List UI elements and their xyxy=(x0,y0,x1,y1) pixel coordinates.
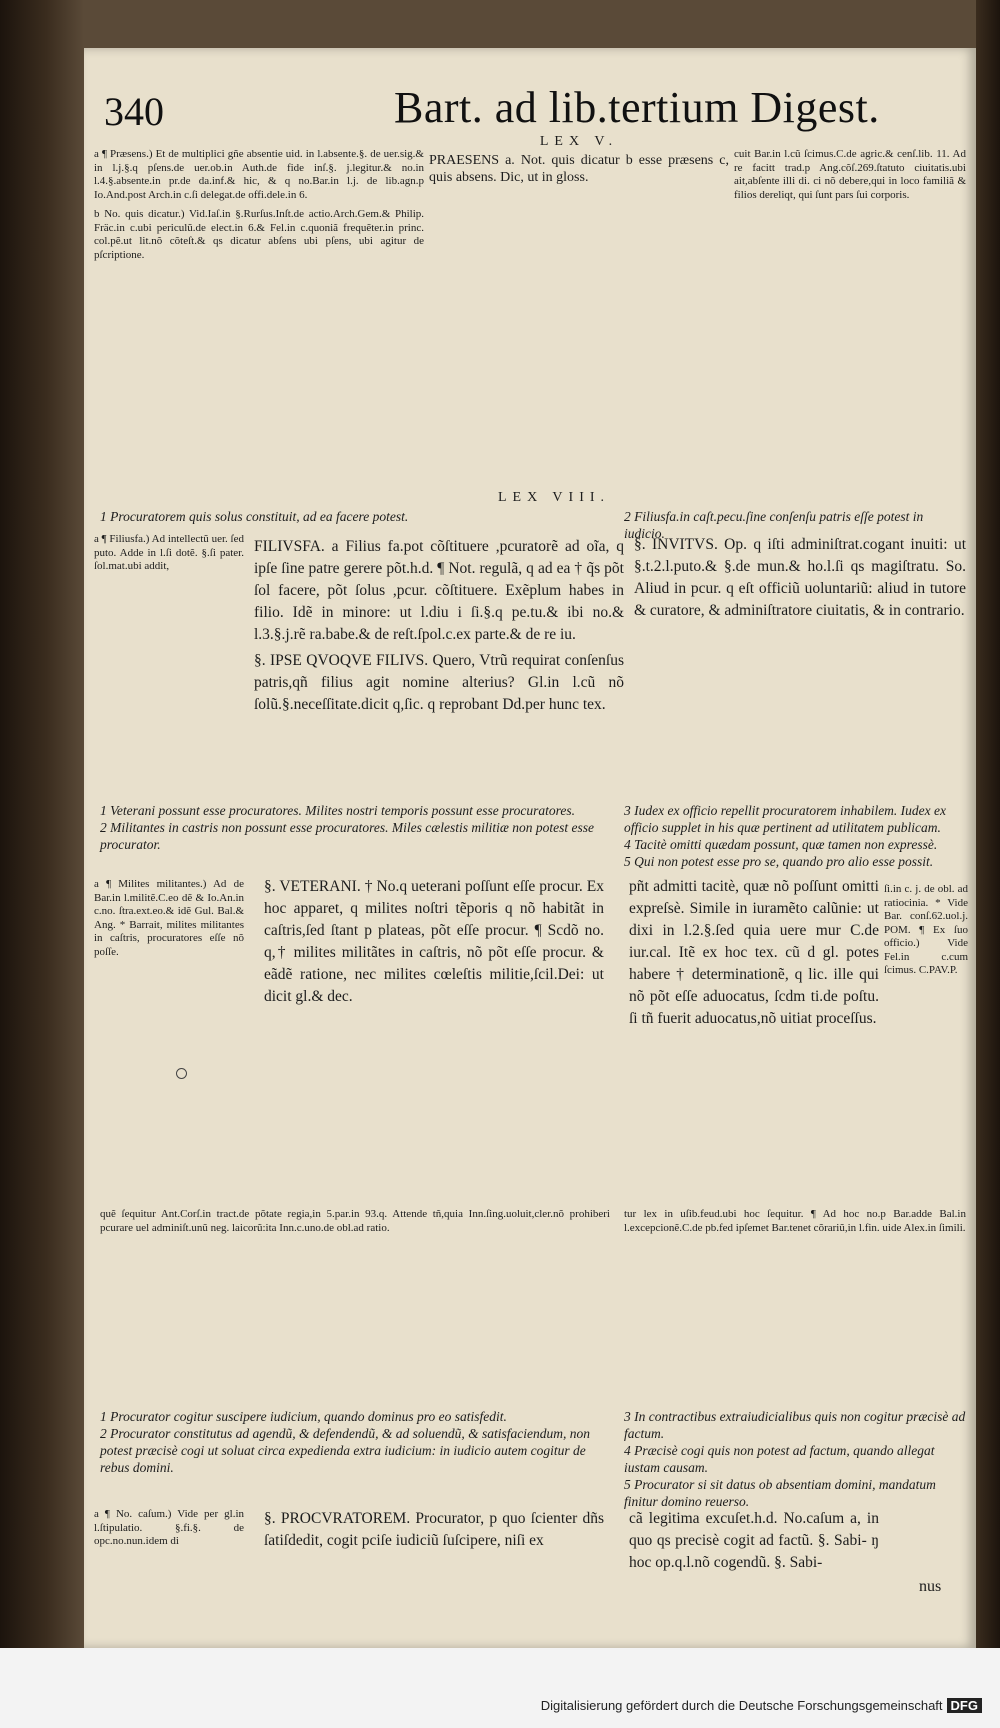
summary-bottom-3: 3 In contractibus extraiudicialibus quis non cogitur præcisè ad factum. xyxy=(624,1409,966,1441)
note-b: b No. quis dicatur.) Vid.Iaſ.in §.Rurſus.Inſt.de actio.Arch.Gem.& Philip. Fräc.in c.ubi periculũ.de elect.in 6.& Fel.in c.quoniã frequẽter.in princ. col.pẽ.ut lit.nõ cõteſt.& qs dicatur abſens ubi pſens, ubi agitur de pſcriptione. xyxy=(94,208,424,261)
summary-mid-2: 2 Militantes in castris non possunt esse procuratores. Miles cælestis militiæ non potest esse procurator. xyxy=(100,820,594,852)
bottom-left-note: a ¶ No. caſum.) Vide per gl.in l.ſtipulatio. §.fi.§. de opc.no.nun.idem di xyxy=(94,1508,244,1547)
pnt-text: pñt admitti tacitè, quæ nõ poſſunt omitti expreſsè. Simile in iuramẽto calũnie: ut dixi in l.2.§.ſed quia uere mur C.de iur.cal. Itẽ ex hoc tex. cũ d gl. potes habere † determinationẽ, q lic. ille qui nõ põt eſſe aduocatus, ſcdm ti.de poſtu. ſi tñ fuerit aduocatus,nõ uitiat proceſſus. xyxy=(629,878,879,1027)
bottom-left-note-col xyxy=(94,1508,244,1549)
lex-viii-heading: LEX VIII. xyxy=(497,490,611,505)
page-edge xyxy=(976,0,1000,1728)
summary-mid-1: 1 Veterani possunt esse procuratores. Milites nostri temporis possunt esse procuratores. xyxy=(100,803,575,818)
margin-mark xyxy=(176,1068,187,1079)
legitima-col xyxy=(629,1508,879,1574)
right-note: cuit Bar.in l.cũ ſcimus.C.de agric.& cenſ.lib. 11. Ad re facitt trad.p Ang.cõſ.269.ſtatuto ciuitatis.ubi ait,abſente illi di. ci nõ debere,qui in loco familiã & filios dereliqt, qui ſunt pars ſui corporis. xyxy=(734,148,966,201)
filiusfa-text: FILIVSFA. a Filius fa.pot cõſtituere ,pcuratorẽ ad oĩa, q ipſe ſine patre gerere põt.h.d. ¶ Not. regulã, q ad ea † q̃s põt ſol facere, põt ſolus ,pcur. cõſtituere. Exẽplum habes in filio. Idẽ in minore: ut l.diu i ſi.§.q pe.tu.& ibi no.& l.3.§.j.rẽ ra.babe.& de reſt.ſpol.c.ex parte.& de re iu. xyxy=(254,538,624,643)
note-a: a ¶ Præsens.) Et de multiplici gñe absentie uid. in l.absente.§. de uer.sig.& in l.j.§.q pſens.de uer.ob.in Auth.de fide inſ.§. j.legitur.& no.in l.4.§.absente.in pr.de da.inf.& hic, & q no.Bar.in l.j. de lib.agn.p Io.And.post Arch.in c.ſi delegat.de offi.dele.in 6. xyxy=(94,148,424,201)
right-margin-note: ſi.in c. j. de obl. ad ratiocinia. * Vide Bar. conſ.62.uol.j. POM. ¶ Ex ſuo officio.) Vide Fel.in c.cum ſcimus. C.PAV.P. xyxy=(884,883,968,976)
book-gutter xyxy=(0,0,84,1728)
summary-bottom-2: 2 Procurator constitutus ad agendũ, & defendendũ, & ad soluendũ, & satisfaciendum, non potest præcisè cogi ut soluat circa expedienda extra iudicium: in iudicio autem cogitur de rebus domini. xyxy=(100,1426,590,1475)
legitima-text: cã legitima excuſet.h.d. No.caſum a, in quo qs precisè cogit ad factũ. §. Sabi- ŋ hoc op.q.l.nõ cogendũ. §. Sabi- xyxy=(629,1510,879,1571)
summaries-left-top xyxy=(100,508,520,525)
filiusfa-col xyxy=(254,536,624,716)
footer xyxy=(541,1698,982,1713)
left-notes-top xyxy=(94,148,424,262)
summary-2: 2 Filiusfa.in caſt.pecu.ſine conſenſu patris eſſe potest in iudicio. xyxy=(624,509,924,541)
pnt-col xyxy=(629,876,879,1030)
footer-text: Digitalisierung gefördert durch die Deutsche Forschungsgemeinschaft xyxy=(540,1698,943,1713)
running-head: Bart. ad lib.tertium Digest. xyxy=(394,83,880,132)
right-notes-top xyxy=(734,148,966,202)
summary-bottom-4: 4 Præcisè cogi quis non potest ad factum, quando allegat iustam causam. xyxy=(624,1443,935,1475)
lex-v-text: PRAESENS a. Not. quis dicatur b esse præsens c, quis absens. Dic, ut in gloss. xyxy=(429,153,729,185)
milites-note: a ¶ Milites militantes.) Ad de Bar.in l.militẽ.C.eo dẽ & Io.An.in c.no. ſtra.ext.eo.& idẽ Gul. Bal.& Ang. * Barrait, milites militantes in caſtris, procuratores eſſe nõ poſſe. xyxy=(94,878,244,958)
procuratorem-col xyxy=(264,1508,604,1552)
summaries-bottom-left xyxy=(100,1408,610,1476)
procuratorem-text: §. PROCVRATOREM. Procurator, p quo ſcienter dñs ſatiſdedit, cogit pciſe iudiciũ ſuſcipere, niſi ex xyxy=(264,1510,604,1549)
lower-right-note: tur lex in uſib.feud.ubi hoc ſequitur. ¶ Ad hoc no.p Bar.adde Bal.in l.excepcionẽ.C.de pb.fed ipſemet Bar.tenet cõrariũ,in l.fin. uide Alex.in ſimili. xyxy=(624,1208,966,1234)
veterani-col xyxy=(264,876,604,1008)
veterani-text: §. VETERANI. † No.q ueterani poſſunt eſſe procur. Ex hoc apparet, q milites noſtri tẽporis q nõ habitãt in caſtris,ſed ſtant p plateas, põt eſſe procur. ¶ Scdõ no. q,† milites militãtes in caſtris, nõ põt eſſe procur. & eãdẽ ratione, nec milites cœleſtis militie,ſcil.Dei: ut dicit gl.& dec. xyxy=(264,878,604,1005)
left-margin-notes xyxy=(94,533,244,574)
summaries-mid-right xyxy=(624,802,966,870)
lex-v-heading: LEX V. xyxy=(539,134,619,149)
summary-1: 1 Procuratorem quis solus constituit, ad ea facere potest. xyxy=(100,509,409,524)
inuitus-col xyxy=(634,534,966,622)
lex-viii-block xyxy=(404,488,704,508)
summary-bottom-1: 1 Procurator cogitur suscipere iudicium, quando dominus pro eo satisfedit. xyxy=(100,1409,507,1424)
summary-mid-3: 3 Iudex ex officio repellit procuratorem inhabilem. Iudex ex officio supplet in his quæ pertinent ad utilitatem publicam. xyxy=(624,803,947,835)
summary-mid-4: 4 Tacitè omitti quædam possunt, quæ tamen non expressè. xyxy=(624,837,938,852)
ipse-text: §. IPSE QVOQVE FILIVS. Quero, Vtrũ requirat conſenſus patris,qñ filius agit nomine alterius? Gl.in l.cũ nõ ſolũ.§.neceſſitate.dicit q,ſic. q reprobant Dd.per hunc tex. xyxy=(254,652,624,713)
summaries-mid-left xyxy=(100,802,600,853)
lower-left-note: quẽ ſequitur Ant.Corſ.in tract.de põtate regia,in 5.par.in 93.q. Attende tñ,quia Inn.ſing.uoluit,cler.nõ prohiberi pcurare uel adminiſt.unũ neg. laicorũ:ita Inn.c.uno.de obl.ad ratio. xyxy=(100,1208,610,1234)
catchword: nus xyxy=(919,1578,942,1595)
footer-band xyxy=(0,1648,1000,1728)
summaries-bottom-right xyxy=(624,1408,966,1510)
inuitus-text: §. INVITVS. Op. q iſti adminiſtrat.cogant inuiti: ut §.t.2.l.puto.& §.de mun.& ho.l.ſi qs magiſtratu. So. Aliud in pcur. q eſt officiũ uoluntariũ: aliud in tutore & curatore, & adminiſtratore ciuitatis, & in contrario. xyxy=(634,536,966,619)
summary-bottom-5: 5 Procurator si sit datus ob absentiam domini, mandatum finitur domino reuerso. xyxy=(624,1477,936,1509)
margin-note-filiusfa: a ¶ Filiusfa.) Ad intellectũ uer. ſed puto. Adde in l.ſi dotẽ. §.ſi pater. ſol.mat.ubi addit, xyxy=(94,533,244,572)
right-margin-notes xyxy=(884,883,968,978)
lower-right-notes xyxy=(624,1208,966,1235)
dfg-logo: DFG xyxy=(947,1698,982,1713)
summary-mid-5: 5 Qui non potest esse pro se, quando pro alio esse possit. xyxy=(624,854,934,869)
page-number: 340 xyxy=(104,89,164,134)
book-page xyxy=(84,48,976,1648)
left-notes-mid xyxy=(94,878,244,959)
lex-v-block xyxy=(429,132,729,186)
lower-left-notes xyxy=(100,1208,610,1235)
